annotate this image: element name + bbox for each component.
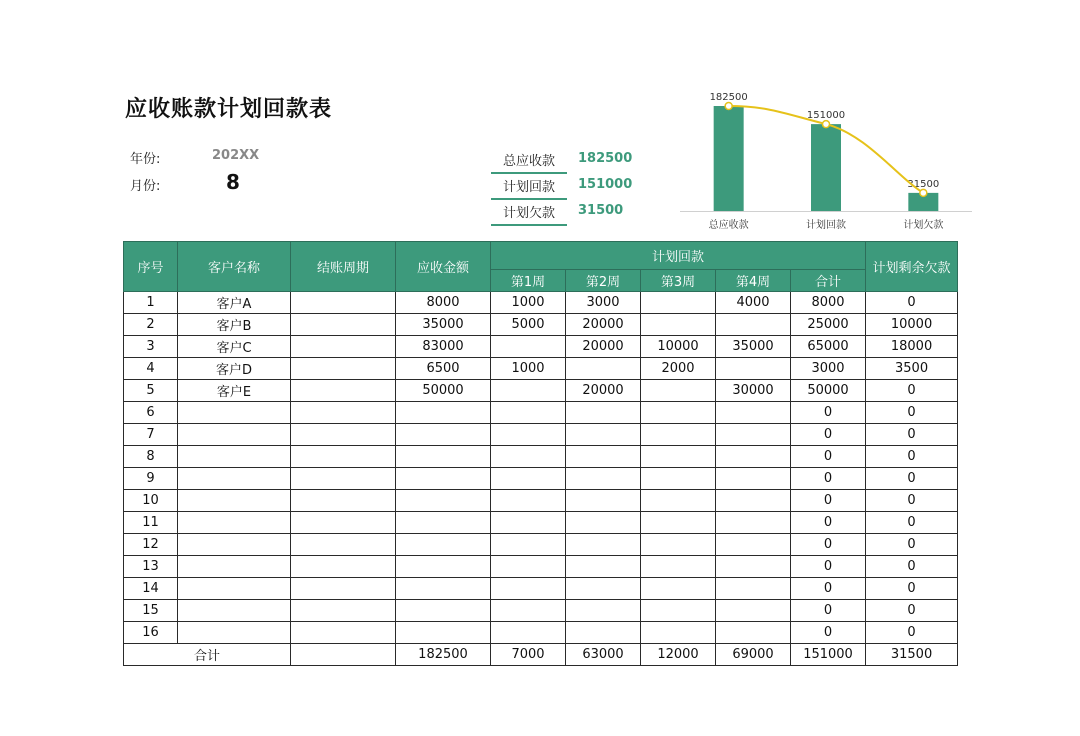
cell-customer[interactable]: 客户C xyxy=(178,336,291,358)
cell-amount[interactable]: 6500 xyxy=(396,358,491,380)
header-customer: 客户名称 xyxy=(178,242,291,292)
cell-period[interactable] xyxy=(291,600,396,622)
table-row xyxy=(124,512,958,534)
cell-week2[interactable] xyxy=(566,358,641,380)
cell-week4[interactable] xyxy=(716,468,791,490)
cell-week2[interactable] xyxy=(566,600,641,622)
cell-week1[interactable] xyxy=(491,446,566,468)
cell-remain[interactable]: 0 xyxy=(866,578,958,600)
cell-amount[interactable] xyxy=(396,446,491,468)
table-row xyxy=(124,600,958,622)
cell-seq[interactable]: 2 xyxy=(124,314,178,336)
cell-week1[interactable] xyxy=(491,600,566,622)
cell-customer[interactable] xyxy=(178,402,291,424)
cell-seq[interactable]: 1 xyxy=(124,292,178,314)
cell-amount[interactable] xyxy=(396,468,491,490)
cell-week2[interactable]: 20000 xyxy=(566,380,641,402)
header-seq: 序号 xyxy=(124,242,178,292)
cell-week1[interactable] xyxy=(491,490,566,512)
cell-week4[interactable]: 30000 xyxy=(716,380,791,402)
total-week3[interactable]: 12000 xyxy=(641,644,716,666)
cell-week2[interactable] xyxy=(566,534,641,556)
cell-customer[interactable] xyxy=(178,578,291,600)
cell-amount[interactable]: 83000 xyxy=(396,336,491,358)
cell-period[interactable] xyxy=(291,446,396,468)
cell-period[interactable] xyxy=(291,380,396,402)
chart-category-label: 总应收款 xyxy=(708,220,749,231)
cell-week3[interactable] xyxy=(641,556,716,578)
cell-week3[interactable] xyxy=(641,512,716,534)
cell-remain[interactable]: 0 xyxy=(866,446,958,468)
chart-data-label: 151000 xyxy=(806,110,846,122)
cell-period[interactable] xyxy=(291,424,396,446)
cell-sum[interactable]: 0 xyxy=(791,424,866,446)
cell-remain[interactable]: 0 xyxy=(866,622,958,644)
cell-amount[interactable]: 50000 xyxy=(396,380,491,402)
cell-week2[interactable] xyxy=(566,556,641,578)
year-value[interactable]: 202XX xyxy=(212,148,260,163)
table-row xyxy=(124,358,958,380)
cell-seq[interactable]: 8 xyxy=(124,446,178,468)
cell-sum[interactable]: 0 xyxy=(791,468,866,490)
table-row xyxy=(124,490,958,512)
cell-week4[interactable] xyxy=(716,534,791,556)
receivables-table xyxy=(123,241,958,666)
table-row xyxy=(124,336,958,358)
table-row xyxy=(124,578,958,600)
header-week2: 第2周 xyxy=(566,270,641,292)
cell-period[interactable] xyxy=(291,534,396,556)
header-plan: 计划回款 xyxy=(491,242,866,270)
cell-week3[interactable] xyxy=(641,380,716,402)
cell-remain[interactable]: 10000 xyxy=(866,314,958,336)
cell-seq[interactable]: 15 xyxy=(124,600,178,622)
cell-week4[interactable] xyxy=(716,578,791,600)
cell-amount[interactable] xyxy=(396,534,491,556)
cell-period[interactable] xyxy=(291,314,396,336)
cell-week1[interactable] xyxy=(491,402,566,424)
cell-week4[interactable]: 35000 xyxy=(716,336,791,358)
chart-line-point xyxy=(823,121,830,128)
year-label: 年份: xyxy=(130,152,161,167)
chart-category-label: 计划欠款 xyxy=(903,220,944,231)
cell-seq[interactable]: 14 xyxy=(124,578,178,600)
cell-amount[interactable]: 8000 xyxy=(396,292,491,314)
cell-week2[interactable] xyxy=(566,512,641,534)
table-row xyxy=(124,292,958,314)
cell-week3[interactable] xyxy=(641,578,716,600)
cell-seq[interactable]: 11 xyxy=(124,512,178,534)
cell-remain[interactable]: 0 xyxy=(866,424,958,446)
cell-sum[interactable]: 0 xyxy=(791,622,866,644)
chart-bar xyxy=(811,124,841,211)
cell-seq[interactable]: 5 xyxy=(124,380,178,402)
cell-customer[interactable] xyxy=(178,490,291,512)
cell-sum[interactable]: 0 xyxy=(791,490,866,512)
table-row xyxy=(124,622,958,644)
cell-period[interactable] xyxy=(291,490,396,512)
cell-sum[interactable]: 65000 xyxy=(791,336,866,358)
cell-week2[interactable]: 20000 xyxy=(566,336,641,358)
cell-period[interactable] xyxy=(291,358,396,380)
cell-customer[interactable] xyxy=(178,556,291,578)
cell-seq[interactable]: 13 xyxy=(124,556,178,578)
cell-week4[interactable] xyxy=(716,424,791,446)
cell-period[interactable] xyxy=(291,402,396,424)
cell-week3[interactable] xyxy=(641,490,716,512)
chart-data-label: 31500 xyxy=(907,178,940,190)
table-row xyxy=(124,424,958,446)
chart-bar xyxy=(714,106,744,211)
cell-week1[interactable] xyxy=(491,512,566,534)
cell-remain[interactable]: 0 xyxy=(866,468,958,490)
cell-week4[interactable] xyxy=(716,556,791,578)
cell-customer[interactable]: 客户E xyxy=(178,380,291,402)
cell-week3[interactable] xyxy=(641,292,716,314)
cell-period[interactable] xyxy=(291,556,396,578)
cell-week4[interactable] xyxy=(716,314,791,336)
table-row xyxy=(124,402,958,424)
summary-value-total: 182500 xyxy=(578,151,633,166)
cell-sum[interactable]: 50000 xyxy=(791,380,866,402)
total-row xyxy=(124,644,958,666)
cell-sum[interactable]: 0 xyxy=(791,402,866,424)
total-week4[interactable]: 69000 xyxy=(716,644,791,666)
cell-period[interactable] xyxy=(291,512,396,534)
cell-period[interactable] xyxy=(291,468,396,490)
cell-amount[interactable] xyxy=(396,424,491,446)
cell-seq[interactable]: 10 xyxy=(124,490,178,512)
summary-label-owed: 计划欠款 xyxy=(491,202,567,226)
table-row xyxy=(124,556,958,578)
table-row xyxy=(124,380,958,402)
cell-week1[interactable] xyxy=(491,534,566,556)
cell-week2[interactable] xyxy=(566,402,641,424)
cell-sum[interactable]: 0 xyxy=(791,446,866,468)
chart-category-label: 计划回款 xyxy=(806,220,846,231)
cell-remain[interactable]: 0 xyxy=(866,292,958,314)
header-remain: 计划剩余欠款 xyxy=(866,242,958,292)
cell-seq[interactable]: 7 xyxy=(124,424,178,446)
cell-seq[interactable]: 4 xyxy=(124,358,178,380)
cell-amount[interactable] xyxy=(396,578,491,600)
total-remain[interactable]: 31500 xyxy=(866,644,958,666)
cell-week1[interactable]: 5000 xyxy=(491,314,566,336)
cell-week2[interactable] xyxy=(566,490,641,512)
chart-line-point xyxy=(920,189,927,196)
cell-sum[interactable]: 8000 xyxy=(791,292,866,314)
header-amount: 应收金额 xyxy=(396,242,491,292)
cell-week4[interactable] xyxy=(716,446,791,468)
cell-week2[interactable]: 20000 xyxy=(566,314,641,336)
cell-remain[interactable]: 0 xyxy=(866,600,958,622)
cell-customer[interactable] xyxy=(178,468,291,490)
cell-week3[interactable] xyxy=(641,468,716,490)
summary-bar-chart xyxy=(680,88,972,238)
cell-amount[interactable] xyxy=(396,600,491,622)
cell-remain[interactable]: 0 xyxy=(866,556,958,578)
cell-week4[interactable] xyxy=(716,622,791,644)
cell-remain[interactable]: 0 xyxy=(866,512,958,534)
cell-customer[interactable]: 客户B xyxy=(178,314,291,336)
cell-week2[interactable] xyxy=(566,468,641,490)
cell-week2[interactable] xyxy=(566,622,641,644)
cell-week1[interactable] xyxy=(491,622,566,644)
cell-amount[interactable] xyxy=(396,512,491,534)
cell-week2[interactable]: 3000 xyxy=(566,292,641,314)
cell-week3[interactable] xyxy=(641,424,716,446)
chart-data-label: 182500 xyxy=(709,92,748,103)
table-row xyxy=(124,446,958,468)
total-amount[interactable]: 182500 xyxy=(396,644,491,666)
total-week1[interactable]: 7000 xyxy=(491,644,566,666)
cell-customer[interactable]: 客户D xyxy=(178,358,291,380)
table-body xyxy=(124,292,958,644)
cell-period[interactable] xyxy=(291,622,396,644)
cell-period[interactable] xyxy=(291,292,396,314)
cell-remain[interactable]: 0 xyxy=(866,380,958,402)
table-row xyxy=(124,314,958,336)
total-period[interactable] xyxy=(291,644,396,666)
summary-label-total: 总应收款 xyxy=(491,150,567,174)
cell-seq[interactable]: 3 xyxy=(124,336,178,358)
cell-week2[interactable] xyxy=(566,446,641,468)
cell-week1[interactable] xyxy=(491,578,566,600)
cell-week1[interactable] xyxy=(491,380,566,402)
cell-week1[interactable] xyxy=(491,468,566,490)
cell-remain[interactable]: 0 xyxy=(866,490,958,512)
cell-customer[interactable] xyxy=(178,622,291,644)
summary-label-planned: 计划回款 xyxy=(491,176,567,200)
cell-sum[interactable]: 0 xyxy=(791,600,866,622)
cell-customer[interactable]: 客户A xyxy=(178,292,291,314)
header-sum: 合计 xyxy=(791,270,866,292)
cell-amount[interactable] xyxy=(396,402,491,424)
cell-week3[interactable]: 2000 xyxy=(641,358,716,380)
cell-customer[interactable] xyxy=(178,534,291,556)
cell-customer[interactable] xyxy=(178,512,291,534)
header-week4: 第4周 xyxy=(716,270,791,292)
cell-sum[interactable]: 3000 xyxy=(791,358,866,380)
cell-customer[interactable] xyxy=(178,600,291,622)
header-period: 结账周期 xyxy=(291,242,396,292)
cell-week1[interactable]: 1000 xyxy=(491,292,566,314)
cell-sum[interactable]: 0 xyxy=(791,578,866,600)
cell-week3[interactable] xyxy=(641,446,716,468)
month-value[interactable]: 8 xyxy=(226,170,240,194)
cell-remain[interactable]: 18000 xyxy=(866,336,958,358)
cell-remain[interactable]: 3500 xyxy=(866,358,958,380)
cell-week3[interactable] xyxy=(641,402,716,424)
cell-week3[interactable] xyxy=(641,534,716,556)
cell-week4[interactable] xyxy=(716,402,791,424)
cell-sum[interactable]: 0 xyxy=(791,512,866,534)
cell-week4[interactable] xyxy=(716,490,791,512)
cell-week1[interactable]: 1000 xyxy=(491,358,566,380)
summary-value-planned: 151000 xyxy=(578,177,633,192)
cell-week1[interactable] xyxy=(491,336,566,358)
cell-week4[interactable] xyxy=(716,600,791,622)
cell-period[interactable] xyxy=(291,578,396,600)
cell-seq[interactable]: 6 xyxy=(124,402,178,424)
cell-amount[interactable] xyxy=(396,556,491,578)
summary-value-owed: 31500 xyxy=(578,203,624,218)
cell-sum[interactable]: 25000 xyxy=(791,314,866,336)
chart-line-point xyxy=(725,103,732,110)
total-week2[interactable]: 63000 xyxy=(566,644,641,666)
cell-customer[interactable] xyxy=(178,424,291,446)
cell-period[interactable] xyxy=(291,336,396,358)
table-row xyxy=(124,468,958,490)
page-title: 应收账款计划回款表 xyxy=(125,97,333,122)
cell-week3[interactable] xyxy=(641,314,716,336)
cell-seq[interactable]: 12 xyxy=(124,534,178,556)
cell-remain[interactable]: 0 xyxy=(866,534,958,556)
cell-amount[interactable] xyxy=(396,490,491,512)
cell-week3[interactable]: 10000 xyxy=(641,336,716,358)
cell-week1[interactable] xyxy=(491,556,566,578)
month-label: 月份: xyxy=(130,179,161,194)
header-week3: 第3周 xyxy=(641,270,716,292)
cell-week4[interactable] xyxy=(716,358,791,380)
cell-customer[interactable] xyxy=(178,446,291,468)
cell-sum[interactable]: 0 xyxy=(791,556,866,578)
table-row xyxy=(124,534,958,556)
cell-remain[interactable]: 0 xyxy=(866,402,958,424)
cell-seq[interactable]: 9 xyxy=(124,468,178,490)
header-week1: 第1周 xyxy=(491,270,566,292)
cell-week3[interactable] xyxy=(641,622,716,644)
cell-week3[interactable] xyxy=(641,600,716,622)
cell-week4[interactable] xyxy=(716,512,791,534)
cell-week2[interactable] xyxy=(566,578,641,600)
cell-amount[interactable] xyxy=(396,622,491,644)
total-sum[interactable]: 151000 xyxy=(791,644,866,666)
cell-seq[interactable]: 16 xyxy=(124,622,178,644)
cell-week2[interactable] xyxy=(566,424,641,446)
cell-sum[interactable]: 0 xyxy=(791,534,866,556)
cell-amount[interactable]: 35000 xyxy=(396,314,491,336)
total-label: 合计 xyxy=(124,644,291,666)
cell-week4[interactable]: 4000 xyxy=(716,292,791,314)
cell-week1[interactable] xyxy=(491,424,566,446)
